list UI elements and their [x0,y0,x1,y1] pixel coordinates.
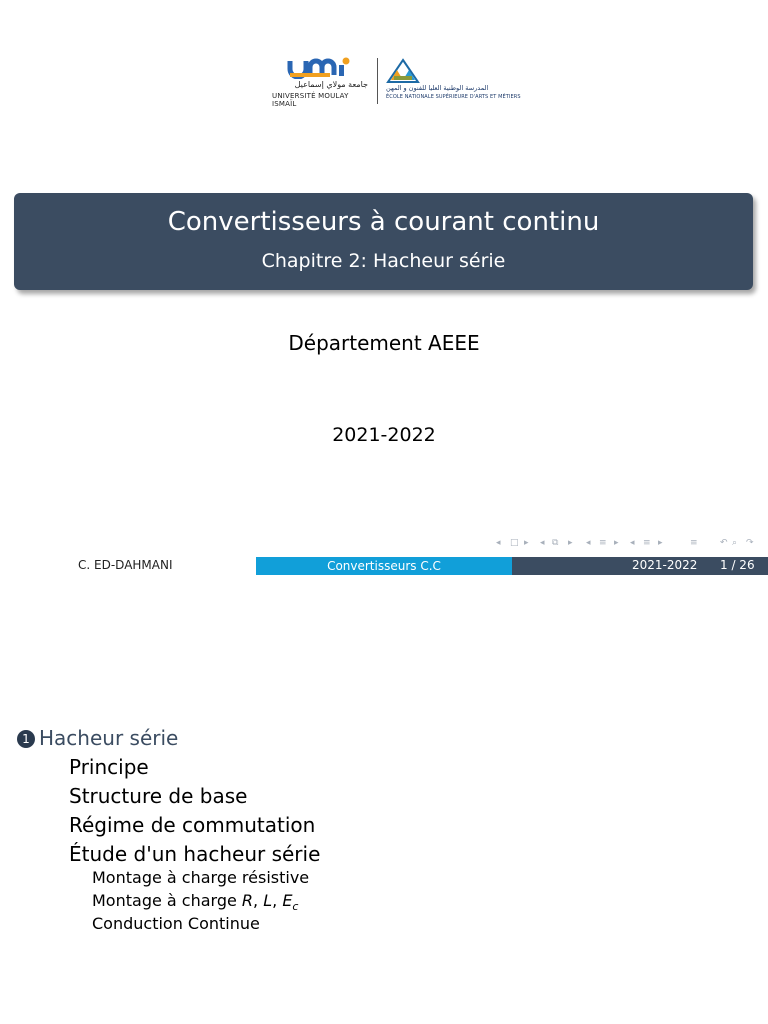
slide-footer [0,557,768,575]
footer-short-title: Convertisseurs C.C [327,559,441,573]
nav-left-arrow-icon[interactable]: ◂ [586,538,591,548]
beamer-navigation-bar [496,538,764,552]
nav-subsection-icon[interactable]: ⧉ [552,538,559,548]
toc-subitem-continue[interactable]: Conduction Continue [92,914,260,933]
nav-back-icon[interactable]: ↶ [720,538,728,548]
toc-item-principe[interactable]: Principe [69,755,149,779]
nav-left-arrow-icon[interactable]: ◂ [496,538,501,548]
toc-subitem-rle-prefix: Montage à charge [92,891,237,910]
math-e-subscript: c [292,900,299,914]
nav-search-icon[interactable]: ⌕ [732,538,738,548]
nav-right-arrow-icon[interactable]: ▸ [524,538,529,548]
nav-forward-icon[interactable]: ↷ [746,538,754,548]
toc-subitem-rle[interactable]: Montage à charge R, L, $E_c$ [92,891,299,914]
footer-page-number: 1 / 26 [720,558,755,572]
ensam-latin-name: ÉCOLE NATIONALE SUPÉRIEURE D'ARTS ET MÉTIERS [386,94,521,100]
section-number-badge: 1 [17,730,35,748]
ensam-triangle-icon [386,58,420,84]
footer-author-cell [0,557,256,575]
nav-frame-icon[interactable]: □ [510,538,519,548]
umi-arabic-name: جامعة مولاي إسماعيل [294,80,368,89]
title-box [14,193,753,290]
outline-slide [0,576,768,1024]
umi-latin-name: UNIVERSITÉ MOULAY ISMAÏL [272,92,349,108]
footer-date: 2021-2022 [632,558,698,572]
footer-title-cell [256,557,512,575]
nav-appendix-icon[interactable]: ≡ [690,538,698,548]
umi-mark-icon [286,57,356,79]
academic-year: 2021-2022 [332,424,436,446]
nav-right-arrow-icon[interactable]: ▸ [568,538,573,548]
toc-item-etude[interactable]: Étude d'un hacheur série [69,842,321,866]
slide-subtitle: Chapitre 2: Hacheur série [261,250,506,272]
nav-document-icon[interactable]: ≡ [643,538,651,548]
nav-left-arrow-icon[interactable]: ◂ [630,538,635,548]
math-r: R [241,891,254,910]
toc-item-regime[interactable]: Régime de commutation [69,813,316,837]
footer-author: C. ED-DAHMANI [78,558,173,572]
nav-section-icon[interactable]: ≡ [599,538,607,548]
slide-title: Convertisseurs à courant continu [167,207,600,237]
toc-item-structure[interactable]: Structure de base [69,784,248,808]
nav-right-arrow-icon[interactable]: ▸ [658,538,663,548]
toc-subitem-resistive[interactable]: Montage à charge résistive [92,868,310,887]
ensam-arabic-name: المدرسة الوطنية العليا للفنون و المهن [386,84,489,92]
logo-divider [377,58,378,104]
nav-left-arrow-icon[interactable]: ◂ [540,538,545,548]
department: Département AEEE [288,331,480,355]
math-e: E [282,891,293,910]
footer-date-cell [512,557,768,575]
nav-right-arrow-icon[interactable]: ▸ [614,538,619,548]
toc-section-label: Hacheur série [39,726,179,750]
math-l: L [263,891,273,910]
toc-section[interactable] [17,726,178,750]
